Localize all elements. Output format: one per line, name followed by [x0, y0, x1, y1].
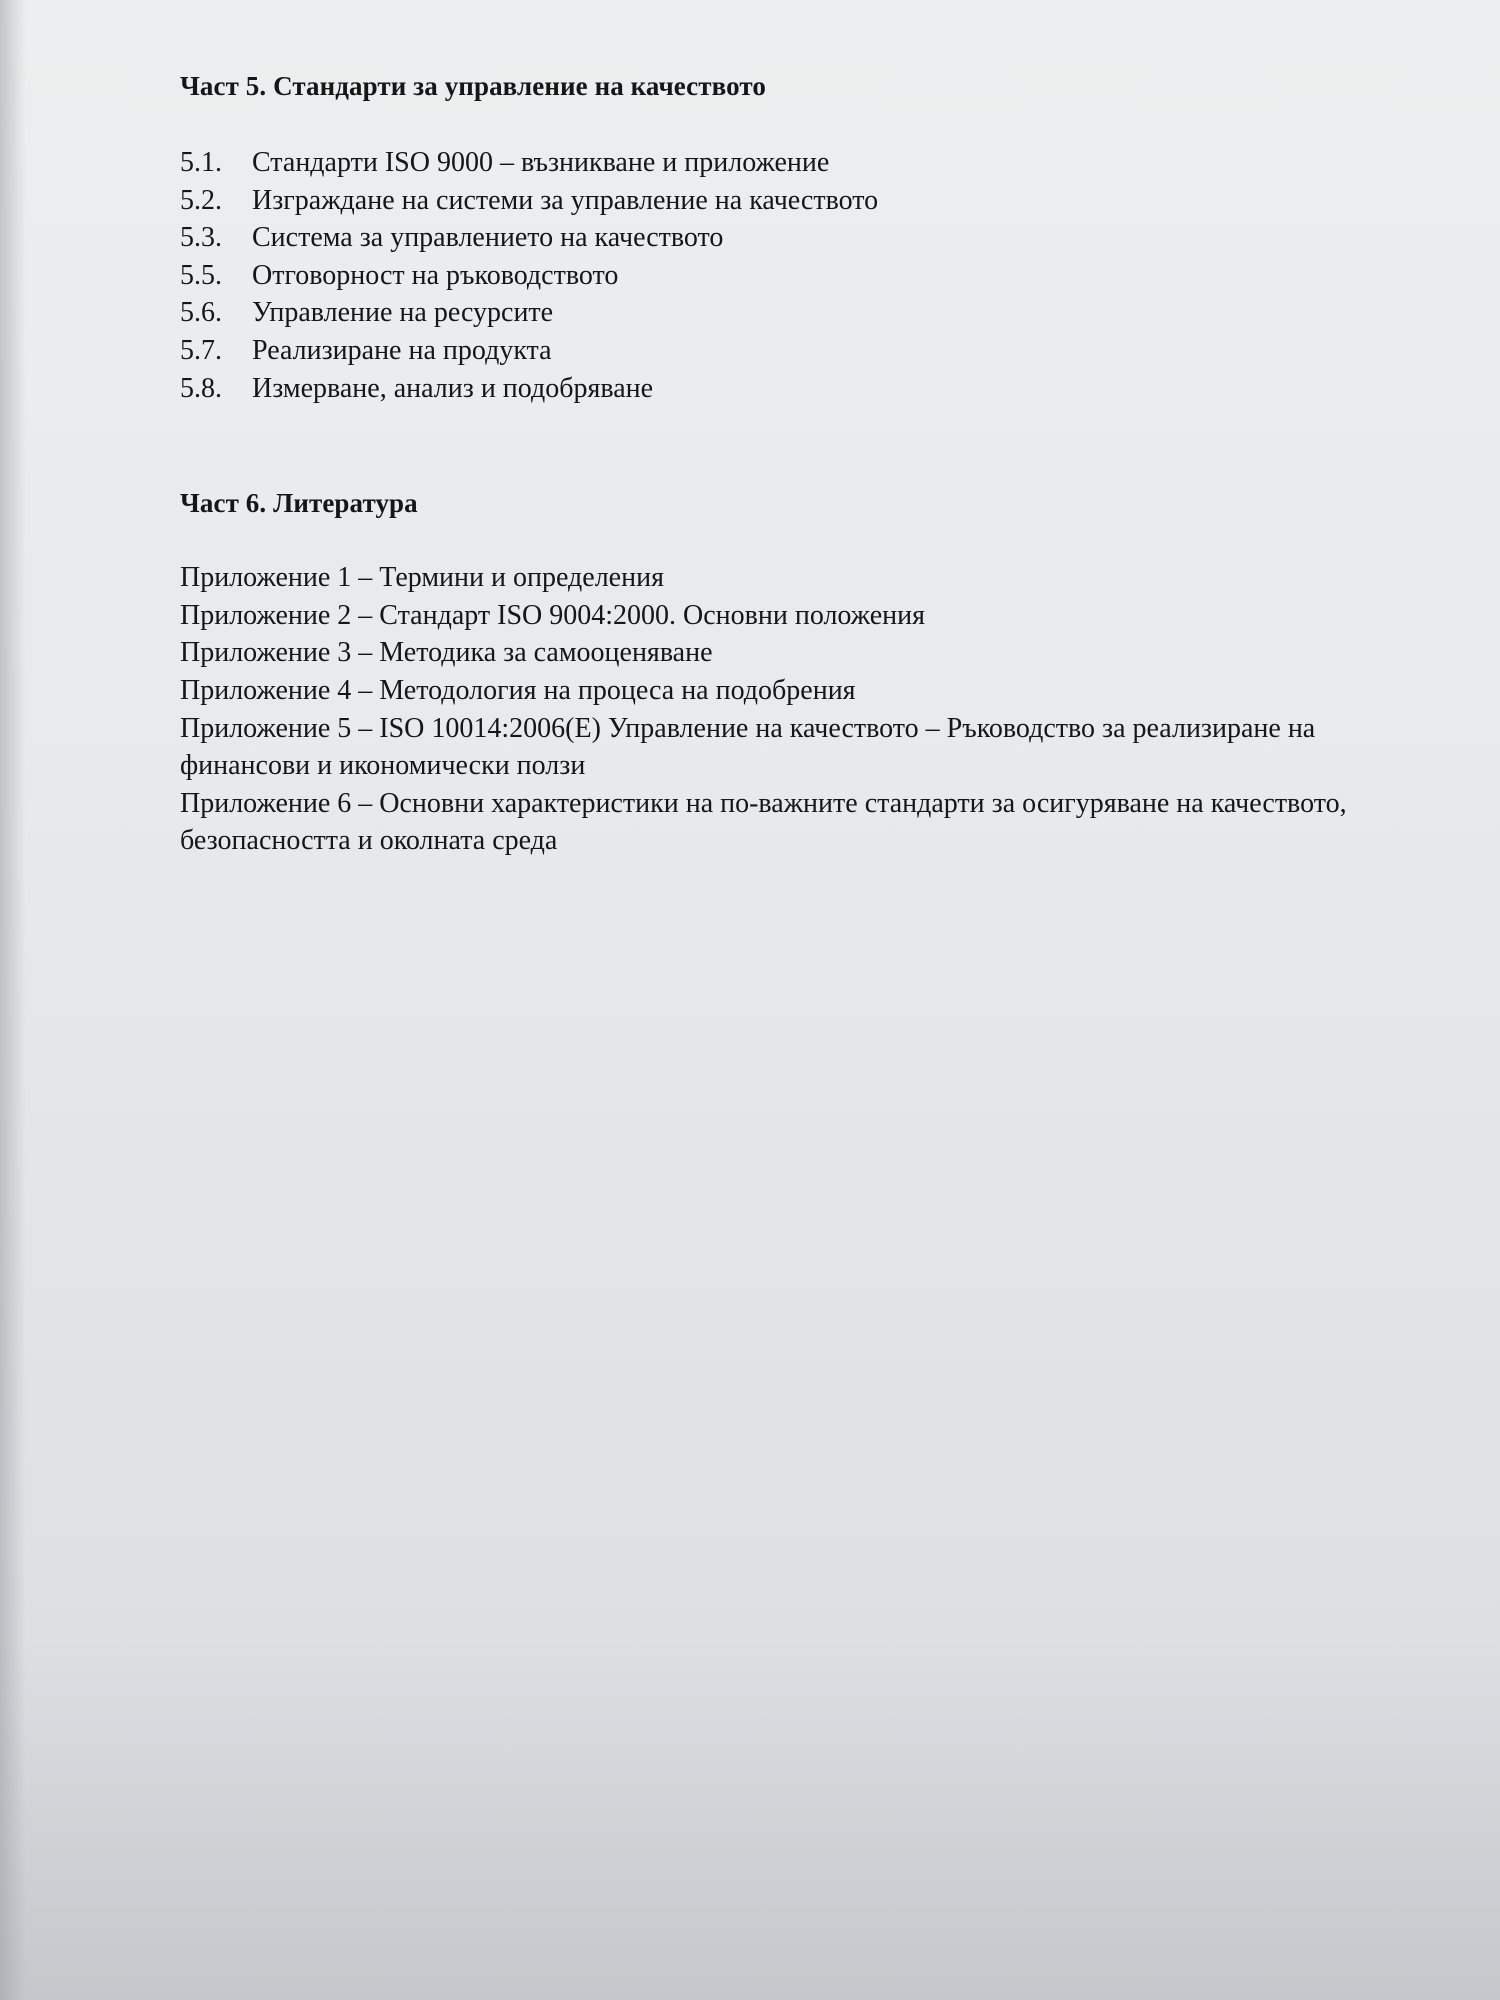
list-item — [180, 182, 1420, 220]
item-number: 5.1. — [180, 147, 222, 178]
item-number: 5.2. — [180, 184, 222, 216]
item-text: Стандарти ISO 9000 – възникване и приложение — [252, 147, 830, 178]
appendix-item: Приложение 3 – Методика за самооценяване — [180, 637, 713, 669]
item-number: 5.8. — [180, 372, 222, 404]
list-item — [180, 332, 1420, 370]
list-item — [180, 257, 1420, 295]
item-text: Измерване, анализ и подобряване — [252, 372, 654, 404]
part5-heading: Част 5. Стандарти за управление на качеството — [180, 71, 766, 101]
appendix-item: Приложение 2 – Стандарт ISO 9004:2000. Основни положения — [180, 599, 925, 631]
item-number: 5.5. — [180, 259, 222, 291]
page-bottom-shadow — [0, 1640, 1500, 2000]
bleed-through-text — [170, 1180, 1430, 1255]
list-item — [180, 219, 1420, 257]
appendix-item: Приложение 1 – Термини и определения — [180, 562, 664, 594]
part6-heading: Част 6. Литература — [180, 488, 418, 519]
appendix-list — [180, 559, 1410, 860]
item-number: 5.7. — [180, 334, 222, 366]
item-text: Отговорност на ръководството — [252, 259, 619, 291]
item-text: Изграждане на системи за управление на качеството — [252, 184, 879, 216]
appendix-item: Приложение 6 – Основни характеристики на по-важните стандарти за осигуряване на качеството, безопасността и околната среда — [180, 787, 1347, 857]
appendix-item: Приложение 5 – ISO 10014:2006(E) Управление на качеството – Ръководство за реализиране на финансови и икономически ползи — [180, 712, 1316, 782]
list-item — [180, 144, 1420, 182]
item-text: Реализиране на продукта — [252, 334, 552, 366]
item-text: Система за управлението на качеството — [252, 222, 724, 254]
item-number: 5.3. — [180, 222, 222, 254]
appendix-item: Приложение 4 – Методология на процеса на подобрения — [180, 674, 856, 706]
document-content — [180, 64, 1420, 860]
part5-list — [180, 144, 1420, 407]
list-item — [180, 294, 1420, 332]
item-number: 5.6. — [180, 297, 222, 329]
item-text: Управление на ресурсите — [252, 297, 554, 329]
list-item — [180, 370, 1420, 408]
